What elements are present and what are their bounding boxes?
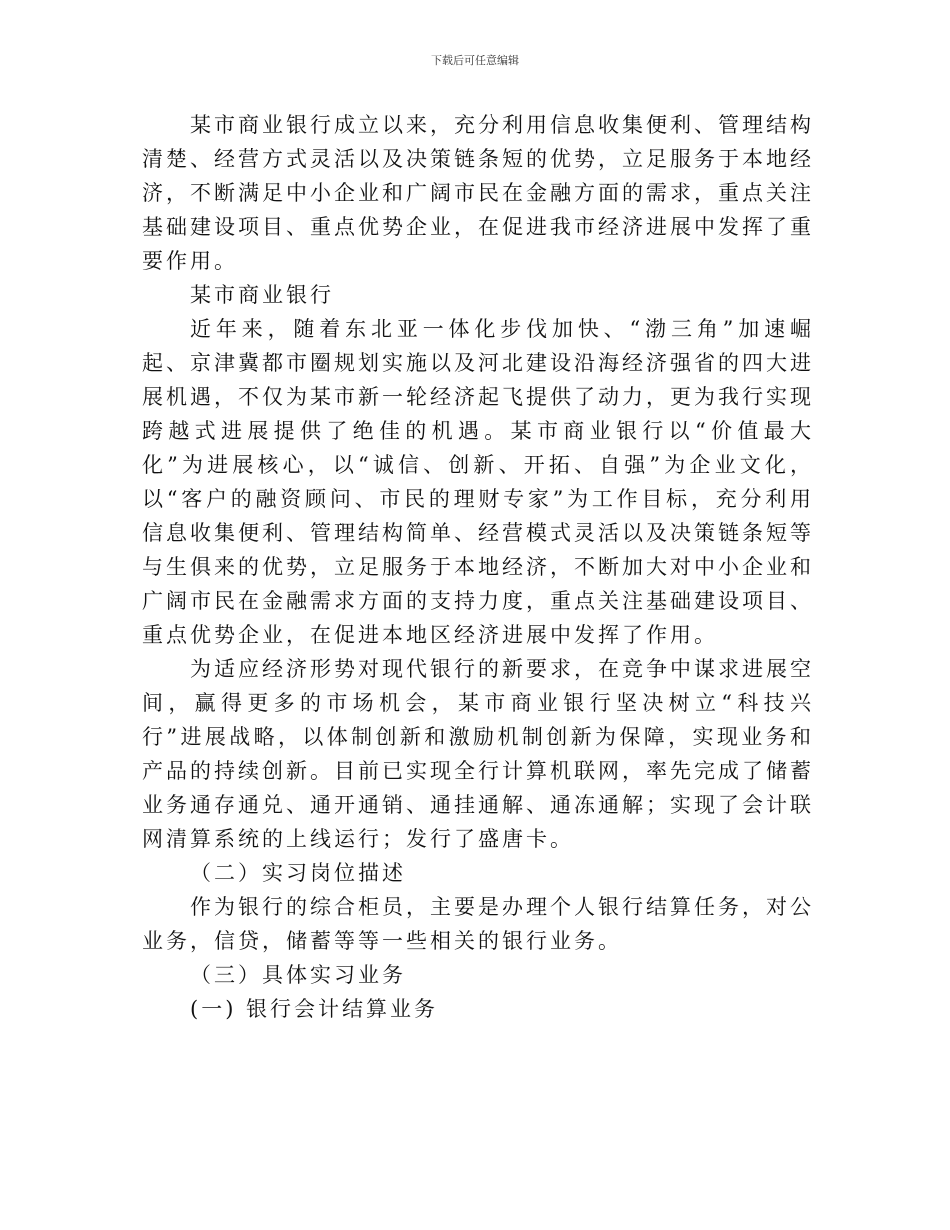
document-body [142,108,814,1026]
section-heading-tasks: （三）具体实习业务 [190,963,406,987]
paragraph-intro: 某市商业银行成立以来，充分利用信息收集便利、管理结构清楚、经营方式灵活以及决策链条短的优势，立足服务于本地经济，不断满足中小企业和广阔市民在金融方面的需求，重点关注基础建设项目、重点优势企业，在促进我市经济进展中发挥了重要作用。 [142,113,814,273]
page-header-note: 下载后可任意编辑 [431,54,519,67]
paragraph-development: 近年来，随着东北亚一体化步伐加快、“渤三角”加速崛起、京津冀都市圈规划实施以及河北建设沿海经济强省的四大进展机遇，不仅为某市新一轮经济起飞提供了动力，更为我行实现跨越式进展提供了绝佳的机遇。某市商业银行以“价值最大化”为进展核心，以“诚信、创新、开拓、自强”为企业文化，以“客户的融资顾问、市民的理财专家”为工作目标，充分利用信息收集便利、管理结构简单、经营模式灵活以及决策链条短等与生俱来的优势，立足服务于本地经济，不断加大对中小企业和广阔市民在金融需求方面的支持力度，重点关注基础建设项目、重点优势企业，在促进本地区经济进展中发挥了作用。 [142,317,814,647]
section-heading-position: （二）实习岗位描述 [190,861,406,885]
paragraph-position: 作为银行的综合柜员，主要是办理个人银行结算任务，对公业务，信贷，储蓄等等一些相关的银行业务。 [142,895,814,953]
section-heading-bank: 某市商业银行 [190,283,334,307]
paragraph-technology: 为适应经济形势对现代银行的新要求，在竞争中谋求进展空间，赢得更多的市场机会，某市商业银行坚决树立“科技兴行”进展战略，以体制创新和激励机制创新为保障，实现业务和产品的持续创新。目前已实现全行计算机联网，率先完成了储蓄业务通存通兑、通开通销、通挂通解、通冻通解；实现了会计联网清算系统的上线运行；发行了盛唐卡。 [142,657,814,851]
section-heading-accounting: (一) 银行会计结算业务 [190,997,439,1021]
